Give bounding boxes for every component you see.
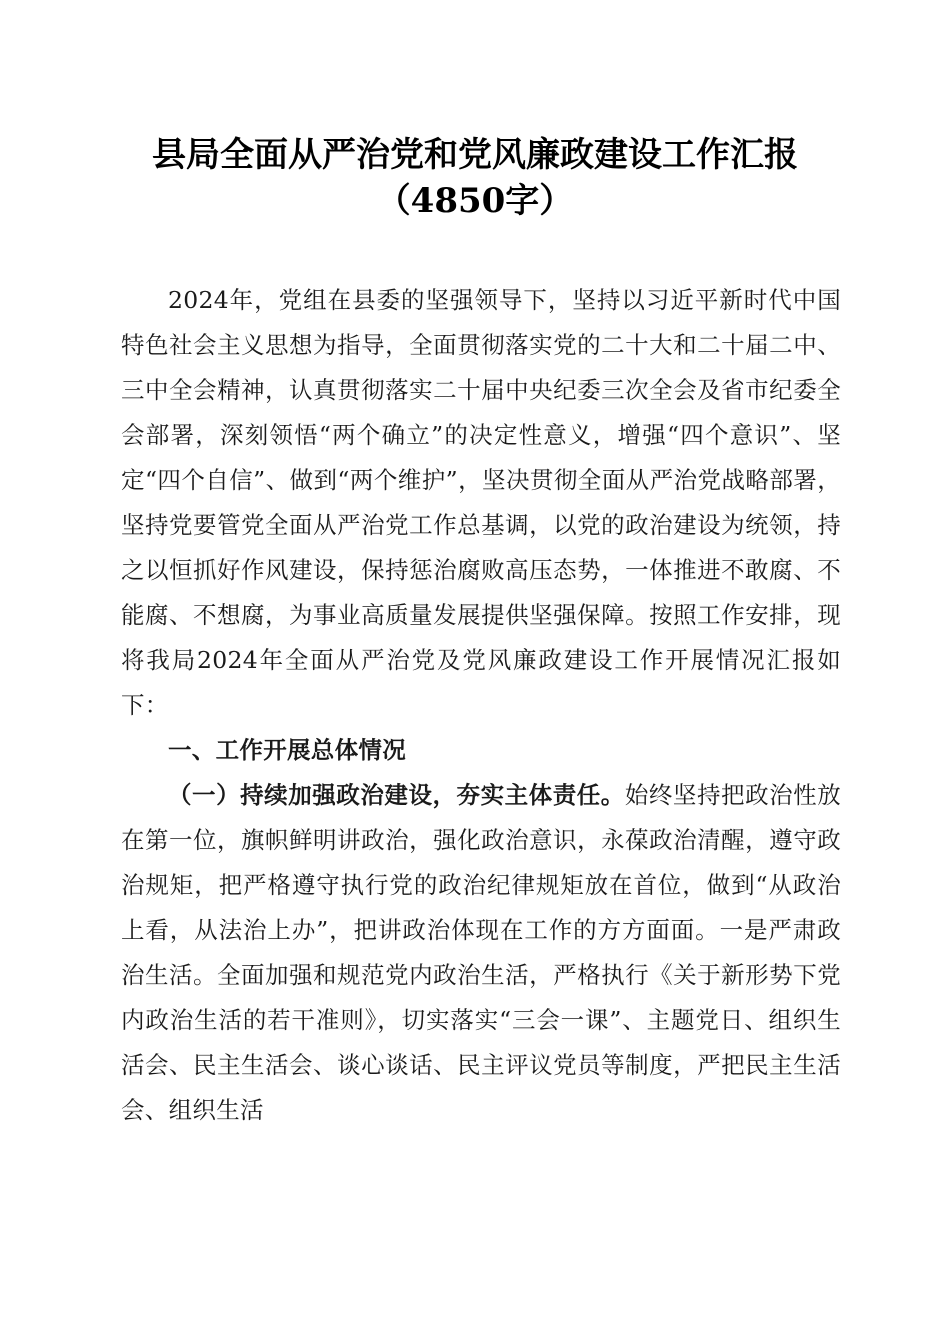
- subsection-lead: （一）持续加强政治建设，夯实主体责任。: [168, 781, 625, 809]
- intro-paragraph: 2024年，党组在县委的坚强领导下，坚持以习近平新时代中国特色社会主义思想为指导，全面贯彻落实党的二十大和二十届二中、三中全会精神，认真贯彻落实二十届中央纪委三次全会及省市纪委全会部署，深刻领悟“两个确立”的决定性意义，增强“四个意识”、坚定“四个自信”、做到“两个维护”，坚决贯彻全面从严治党战略部署，坚持党要管党全面从严治党工作总基调，以党的政治建设为统领，持之以恒抓好作风建设，保持惩治腐败高压态势，一体推进不敢腐、不能腐、不想腐，为事业高质量发展提供坚强保障。按照工作安排，现将我局2024年全面从严治党及党风廉政建设工作开展情况汇报如下：: [121, 286, 841, 719]
- document-body: [121, 278, 841, 1133]
- section-heading: 一、工作开展总体情况: [168, 736, 406, 764]
- title-line-wordcount: （4850字）: [376, 181, 574, 221]
- subsection-text: 始终坚持把政治性放在第一位，旗帜鲜明讲政治，强化政治意识，永葆政治清醒，遵守政治规矩，把严格遵守执行党的政治纪律规矩放在首位，做到“从政治上看，从法治上办”，把讲政治体现在工作的方方面面。一是严肃政治生活。全面加强和规范党内政治生活，严格执行《关于新形势下党内政治生活的若干准则》，切实落实“三会一课”、主题党日、组织生活会、民主生活会、谈心谈话、民主评议党员等制度，严把民主生活会、组织生活: [121, 781, 841, 1124]
- title-line-main: 县局全面从严治党和党风廉政建设工作汇报: [152, 135, 798, 175]
- subsection-paragraph: [121, 773, 841, 1133]
- document-title: [0, 132, 950, 224]
